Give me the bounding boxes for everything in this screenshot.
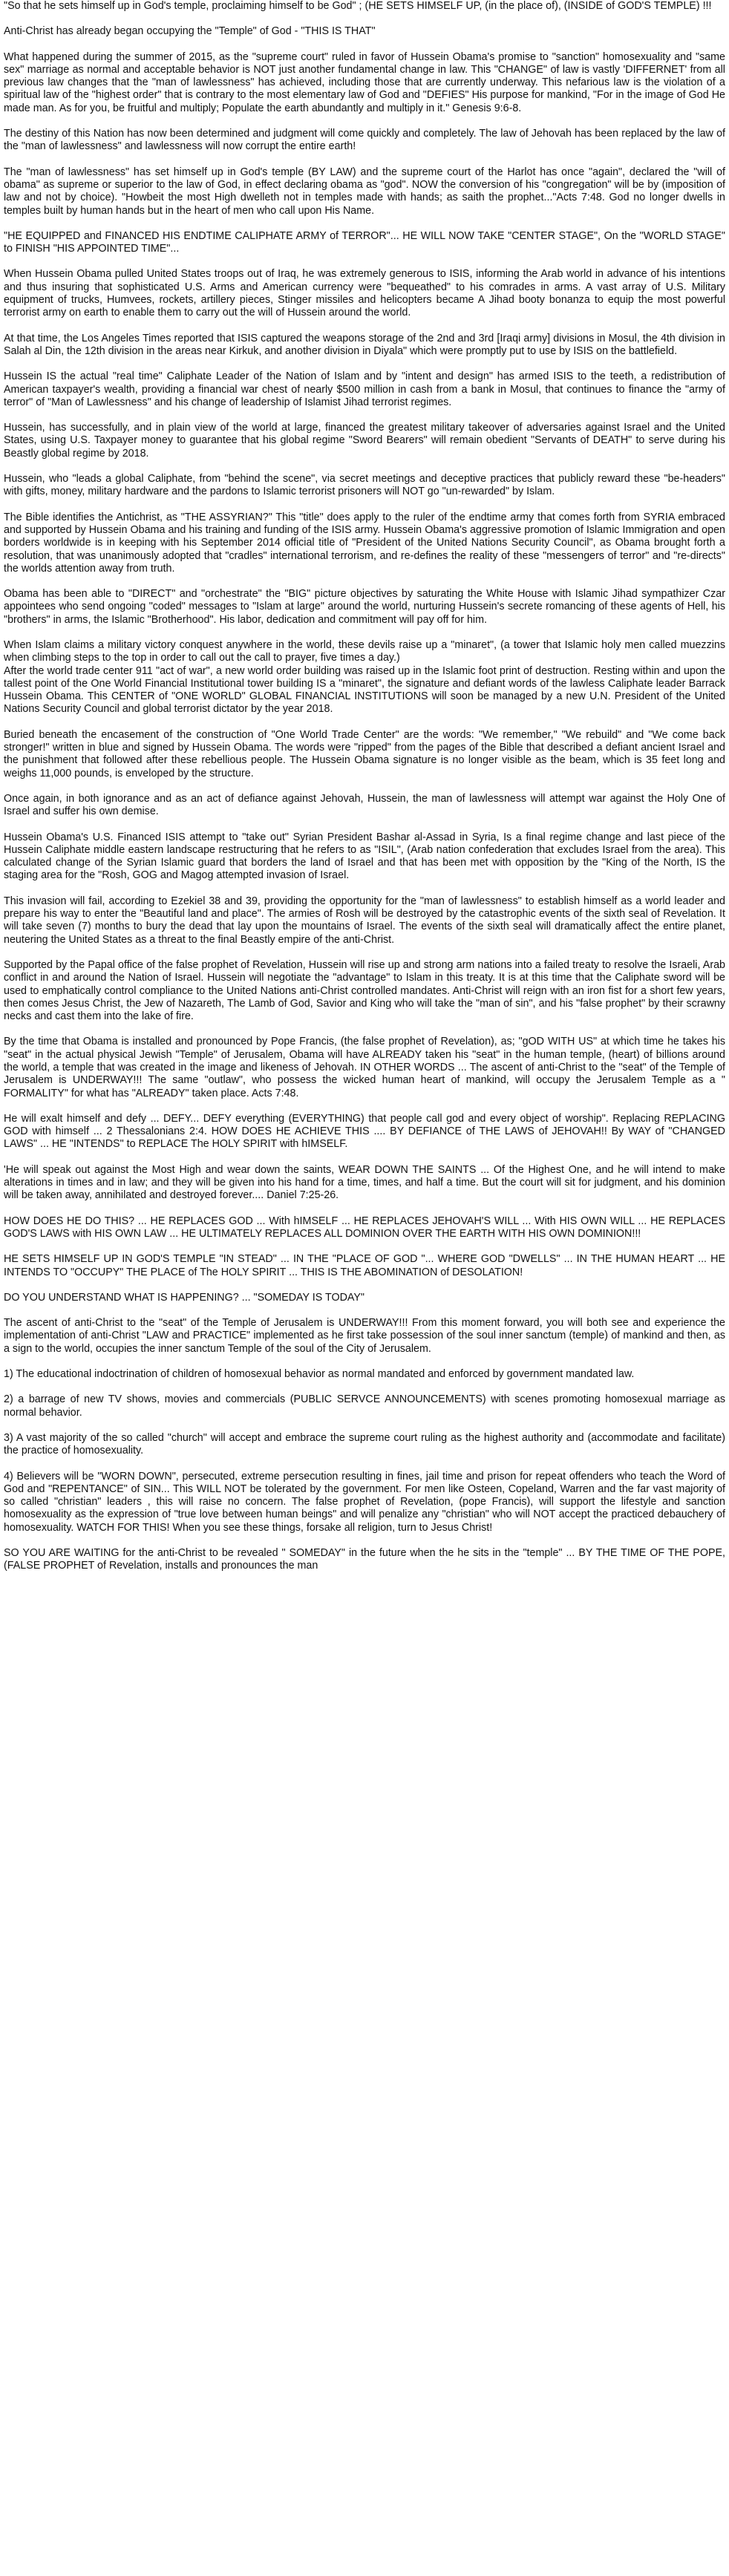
paragraph-19: Supported by the Papal office of the false prophet of Revelation, Hussein will rise up and strong arm nations into a failed treaty to resolve the Israeli, Arab conflict in and around the Nation of Israel. Hussein will negotiate the "advantage" to Islam in this treaty. It is at this time that the Caliphate sword will be used to emphatically control compliance to the United Nations anti-Christ controlled mandates. Anti-Christ will reign with an iron fist for a short few years, then comes Jesus Christ, the Jew of Nazareth, The Lamb of God, Savior and King who will take the "man of sin", and his "false prophet" by their scrawny necks and cast them into the lake of fire. [4, 958, 725, 1023]
paragraph-10: Hussein, has successfully, and in plain view of the world at large, financed the greatest military takeover of adversaries against Israel and the United States, using U.S. Taxpayer money to guarantee that his global regime "Sword Bearers" will remain obedient "Servants of DEATH" to serve during his Beastly global regime by 2018. [4, 422, 725, 460]
paragraph-8: At that time, the Los Angeles Times reported that ISIS captured the weapons storage of the 2nd and 3rd [Iraqi army] divisions in Mosul, the 4th division in Salah al Din, the 12th division in the areas near Kirkuk, and another division in Diyala" which were promptly put to use by ISIS on the battlefield. [4, 332, 725, 357]
paragraph-25: DO YOU UNDERSTAND WHAT IS HAPPENING? ... "SOMEDAY IS TODAY" [4, 1291, 365, 1304]
paragraph-16: Once again, in both ignorance and as an act of defiance against Jehovah, Hussein, the man of lawlessness will attempt war against the Holy One of Israel and suffer his own demise. [4, 792, 725, 818]
paragraph-9: Hussein IS the actual "real time" Caliphate Leader of the Nation of Islam and by "intent and design" has armed ISIS to the teeth, a redistribution of American taxpayer's wealth, providing a financial war chest of nearly $500 million in cash from a bank in Mosul, that continues to finance the "army of terror" of "Man of Lawlessness" and his change of leadership of Islamist Jihad terrorist regimes. [4, 370, 725, 408]
paragraph-21: He will exalt himself and defy ... DEFY... DEFY everything (EVERYTHING) that people call god and every object of worship". Replacing REPLACING GOD with himself ... 2 Thessalonians 2:4. HOW DOES HE ACHIEVE THIS .... BY DEFIANCE of THE LAWS of JEHOVAH!! By WAY of "CHANGED LAWS" ... HE "INTENDS" to REPLACE The HOLY SPIRIT with hIMSELF. [4, 1112, 725, 1151]
paragraph-18: This invasion will fail, according to Ezekiel 38 and 39, providing the opportunity for the "man of lawlessness" to establish himself as a world leader and prepare his way to enter the "Beautiful land and place". The armies of Rosh will be destroyed by the catastrophic events of the sixth seal of Revelation. It will take seven (7) months to bury the dead that lay upon the mountains of Israel. The events of the sixth seal will dramatically affect the entire planet, neutering the United States as a threat to the final Beastly empire of the anti-Christ. [4, 895, 725, 946]
paragraph-12: The Bible identifies the Antichrist, as "THE ASSYRIAN?" This "title" does apply to the ruler of the endtime army that comes forth from SYRIA embraced and supported by Hussein Obama and his training and funding of the ISIS army. Hussein Obama's aggressive promotion of Islamic Immigration and open borders worldwide is in keeping with his September 2014 official title of "President of the United Nations Security Council", as Obama brought forth a resolution, that was unanimously adopted that "cradles" international terrorism, and re-defines the reality of these "messengers of terror" and "re-directs" the worlds attention away from truth. [4, 511, 725, 575]
paragraph-24: HE SETS HIMSELF UP IN GOD'S TEMPLE "IN STEAD" ... IN THE "PLACE OF GOD "... WHERE GOD "DWELLS" ... IN THE HUMAN HEART ... HE INTENDS TO "OCCUPY" THE PLACE of The HOLY SPIRIT ... THIS IS THE ABOMINATION of DESOLATION! [4, 1253, 725, 1278]
paragraph-5: The "man of lawlessness" has set himself up in God's temple (BY LAW) and the supreme court of the Harlot has once "again", declared the "will of obama" as supreme or superior to the law of God, in effect declaring obama as "god". NOW the conversion of his "congregation" will be by (imposition of law and not by choice). "Howbeit the most High dwelleth not in temples made with hands; as saith the prophet..."Acts 7:48. God no longer dwells in temples built by human hands but in the heart of men who call upon His Name. [4, 166, 725, 217]
paragraph-22: 'He will speak out against the Most High and wear down the saints, WEAR DOWN THE SAINTS ... Of the Highest One, and he will intend to make alterations in times and in law; and they will be given into his hand for a time, times, and half a time. But the court will sit for judgment, and his dominion will be taken away, annihilated and destroyed forever.... Daniel 7:25-26. [4, 1163, 725, 1202]
list-item-2: 2) a barrage of new TV shows, movies and commercials (PUBLIC SERVCE ANNOUNCEMENTS) with scenes promoting homosexual marriage as normal behavior. [4, 1393, 725, 1419]
paragraph-26: The ascent of anti-Christ to the "seat" of the Temple of Jerusalem is UNDERWAY!!! From this moment forward, you will both see and experience the implementation of anti-Christ "LAW and PRACTICE" implemented as he first take possession of the soul inner sanctum (temple) of mankind and then, as a sign to the world, occupies the inner sanctum Temple of the soul of the City of Jerusalem. [4, 1317, 725, 1355]
paragraph-17: Hussein Obama's U.S. Financed ISIS attempt to "take out" Syrian President Bashar al-Assad in Syria, Is a final regime change and last piece of the Hussein Caliphate middle eastern landscape restructuring that he refers to as "ISIL", (Arab nation confederation that excludes Israel from the area). This calculated change of the Syrian Islamic guard that borders the land of Israel and that has been met with opposition by the "King of the North, IS the staging area for the "Rosh, GOG and Magog attempted invasion of Israel. [4, 831, 725, 882]
paragraph-final: SO YOU ARE WAITING for the anti-Christ to be revealed " SOMEDAY" in the future when the he sits in the "temple" ... BY THE TIME OF THE POPE, (FALSE PROPHET of Revelation, installs and pronounces the man [4, 1547, 725, 1572]
paragraph-20: By the time that Obama is installed and pronounced by Pope Francis, (the false prophet of Revelation), as; "gOD WITH US" at which time he takes his "seat" in the actual physical Jewish "Temple" of Jerusalem, Obama will have ALREADY taken his "seat" in the human temple, (heart) of billions around the world, a temple that was created in the image and likeness of Jehovah. IN OTHER WORDS ... The ascent of anti-Christ to the "seat" of the Temple of Jerusalem is UNDERWAY!!! The same "outlaw", who possess the wicked human heart of mankind, will occupy the Jerusalem Temple as a " FORMALITY" for what has "ALREADY" taken place. Acts 7:48. [4, 1036, 725, 1099]
paragraph-23: HOW DOES HE DO THIS? ... HE REPLACES GOD ... With hIMSELF ... HE REPLACES JEHOVAH'S WILL ... With HIS OWN WILL ... HE REPLACES GOD'S LAWS with HIS OWN LAW ... HE ULTIMATELY REPLACES ALL DOMINION OVER THE EARTH WITH HIS OWN DOMINION!!! [4, 1215, 725, 1240]
document-body [4, 0, 725, 1586]
list-item-3: 3) A vast majority of the so called "church" will accept and embrace the supreme court ruling as the highest authority and (accommodate and facilitate) the practice of homosexuality. [4, 1431, 725, 1457]
paragraph-13: Obama has been able to "DIRECT" and "orchestrate" the "BIG" picture objectives by saturating the White House with Islamic Jihad sympathizer Czar appointees who send ongoing "coded" messages to "Islam at large" around the world, nurturing Hussein's secrete romancing of these agents of Hell, his "brothers" in arms, the Islamic "Brotherhood". His labor, dedication and commitment will pay off for him. [4, 588, 725, 626]
paragraph-2: Anti-Christ has already began occupying the "Temple" of God - "THIS IS THAT" [4, 25, 376, 38]
paragraph-7: When Hussein Obama pulled United States troops out of Iraq, he was extremely generous to ISIS, informing the Arab world in advance of his intentions and thus insuring that sophisticated U.S. Arms and American currency were "bequeathed" to his comrades in arms. A vast array of U.S. Military equipment of trucks, Humvees, rockets, artillery pieces, Stinger missiles and helicopters became A Jihad booty bonanza to equip the most powerful terrorist army on earth to enable them to carry out the will of Hussein around the world. [4, 268, 725, 319]
list-item-1: 1) The educational indoctrination of children of homosexual behavior as normal mandated and enforced by government mandated law. [4, 1368, 635, 1381]
list-item-4: 4) Believers will be "WORN DOWN", persecuted, extreme persecution resulting in fines, jail time and prison for repeat offenders who teach the Word of God and "REPENTANCE" of SIN... This WILL NOT be tolerated by the government. For men like Osteen, Copeland, Warren and the far vast majority of so called "christian" leaders , this will raise no concern. The false prophet of Revelation, (pope Francis), will support the lifestyle and sanction homosexuality as the expression of "true love between human beings" and will penalize any "christian" who will NOT accept the practiced debauchery of homosexuality. WATCH FOR THIS! When you see these things, forsake all religion, turn to Jesus Christ! [4, 1470, 725, 1534]
paragraph-1: "So that he sets himself up in God's temple, proclaiming himself to be God" ; (HE SETS HIMSELF UP, (in the place of), (INSIDE of GOD'S TEMPLE) !!! [4, 0, 712, 12]
paragraph-14: When Islam claims a military victory conquest anywhere in the world, these devils raise up a "minaret", (a tower that Islamic holy men called muezzins when climbing steps to the top in order to call out the call to prayer, five times a day.) After the world trade center 911 "act of war", a new world order building was raised up in the Islamic foot print of destruction. Resting within and upon the tallest point of the One World Financial Institutional tower building IS a "minaret", the signature and defiant words of the lawless Caliphate leader Barrack Hussein Obama. This CENTER of "ONE WORLD" GLOBAL FINANCIAL INSTITUTIONS will soon be managed by a new U.N. President of the United Nations Security Council and global terrorist dictator by the year 2018. [4, 638, 725, 716]
paragraph-3: What happened during the summer of 2015, as the "supreme court" ruled in favor of Hussein Obama's promise to "sanction" homosexuality and "same sex" marriage as normal and acceptable behavior is NOT just another fundamental change in law. This "CHANGE" of law is vastly 'DIFFERNET' from all previous law changes that the "man of lawlessness" has achieved, including those that are currently underway. This nefarious law is the violation of a spiritual law of the "highest order" that is contrary to the most elementary law of God and "DEFIES" His purpose for mankind, "For in the image of God He made man. As for you, be fruitful and multiply; Populate the earth abundantly and multiply in it." Genesis 9:6-8. [4, 50, 725, 114]
paragraph-15: Buried beneath the encasement of the construction of "One World Trade Center" are the words: "We remember," "We rebuild" and "We come back stronger!" written in blue and signed by Hussein Obama. The words were "ripped" from the pages of the Bible that described a defiant ancient Israel and the punishment that followed after these rebellious people. The Hussein Obama signature is no longer visible as the beam, which is 35 feet long and weighs 11,000 pounds, is enveloped by the structure. [4, 728, 725, 779]
paragraph-11: Hussein, who "leads a global Caliphate, from "behind the scene", via secret meetings and deceptive practices that publicly reward these "be-headers" with gifts, money, military hardware and the pardons to Islamic terrorist prisoners will NOT go "un-rewarded" by Islam. [4, 473, 725, 498]
paragraph-6: "HE EQUIPPED and FINANCED HIS ENDTIME CALIPHATE ARMY of TERROR"... HE WILL NOW TAKE "CENTER STAGE", On the "WORLD STAGE" to FINISH "HIS APPOINTED TIME"... [4, 229, 725, 255]
paragraph-4: The destiny of this Nation has now been determined and judgment will come quickly and completely. The law of Jehovah has been replaced by the law of the "man of lawlessness" and lawlessness will now corrupt the entire earth! [4, 128, 725, 153]
